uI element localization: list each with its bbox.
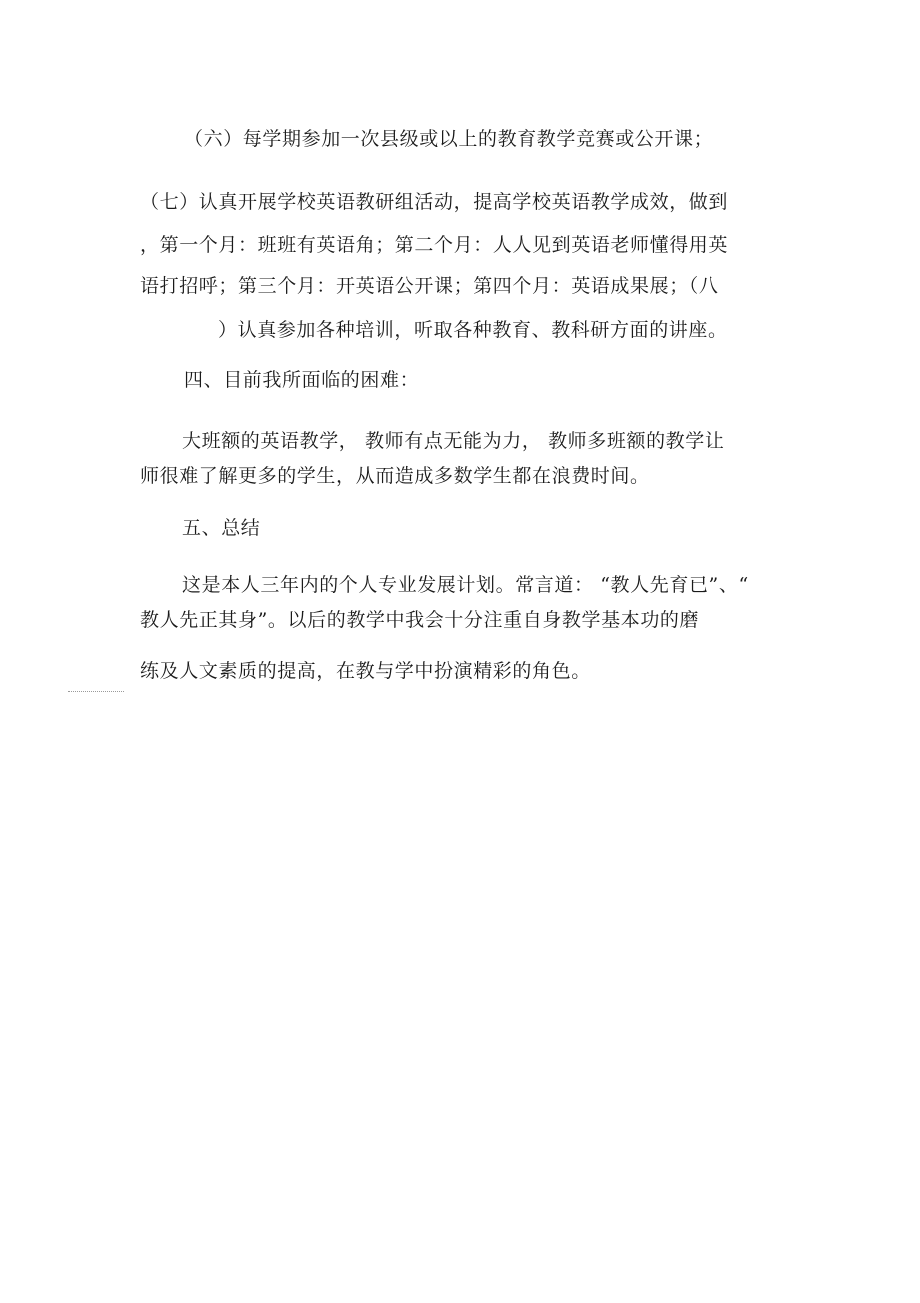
paragraph-line-2: （七）认真开展学校英语教研组活动，提高学校英语教学成效，做到 — [140, 191, 729, 213]
paragraph-line-3: ，第一个月：班班有英语角；第二个月：人人见到英语老师懂得用英 — [140, 234, 729, 256]
section-heading-difficulties: 四、目前我所面临的困难： — [184, 369, 420, 391]
paragraph-line-7: 师很难了解更多的学生，从而造成多数学生都在浪费时间。 — [140, 465, 650, 487]
paragraph-line-4: 语打招呼；第三个月：开英语公开课；第四个月：英语成果展；（八 — [140, 275, 719, 297]
paragraph-line-1: （六）每学期参加一次县级或以上的教育教学竞赛或公开课； — [184, 128, 714, 150]
dotted-divider — [68, 691, 124, 692]
paragraph-line-10: 练及人文素质的提高，在教与学中扮演精彩的角色。 — [140, 660, 591, 682]
paragraph-line-6: 大班额的英语教学， 教师有点无能为力， 教师多班额的教学让 — [182, 430, 725, 452]
paragraph-line-5: ）认真参加各种培训，听取各种教育、教科研方面的讲座。 — [218, 319, 728, 341]
section-heading-summary: 五、总结 — [182, 517, 261, 539]
paragraph-line-8: 这是本人三年内的个人专业发展计划。常言道： “教人先育已”、“ — [182, 574, 749, 596]
paragraph-line-9: 教人先正其身”。以后的教学中我会十分注重自身教学基本功的磨 — [140, 609, 700, 631]
